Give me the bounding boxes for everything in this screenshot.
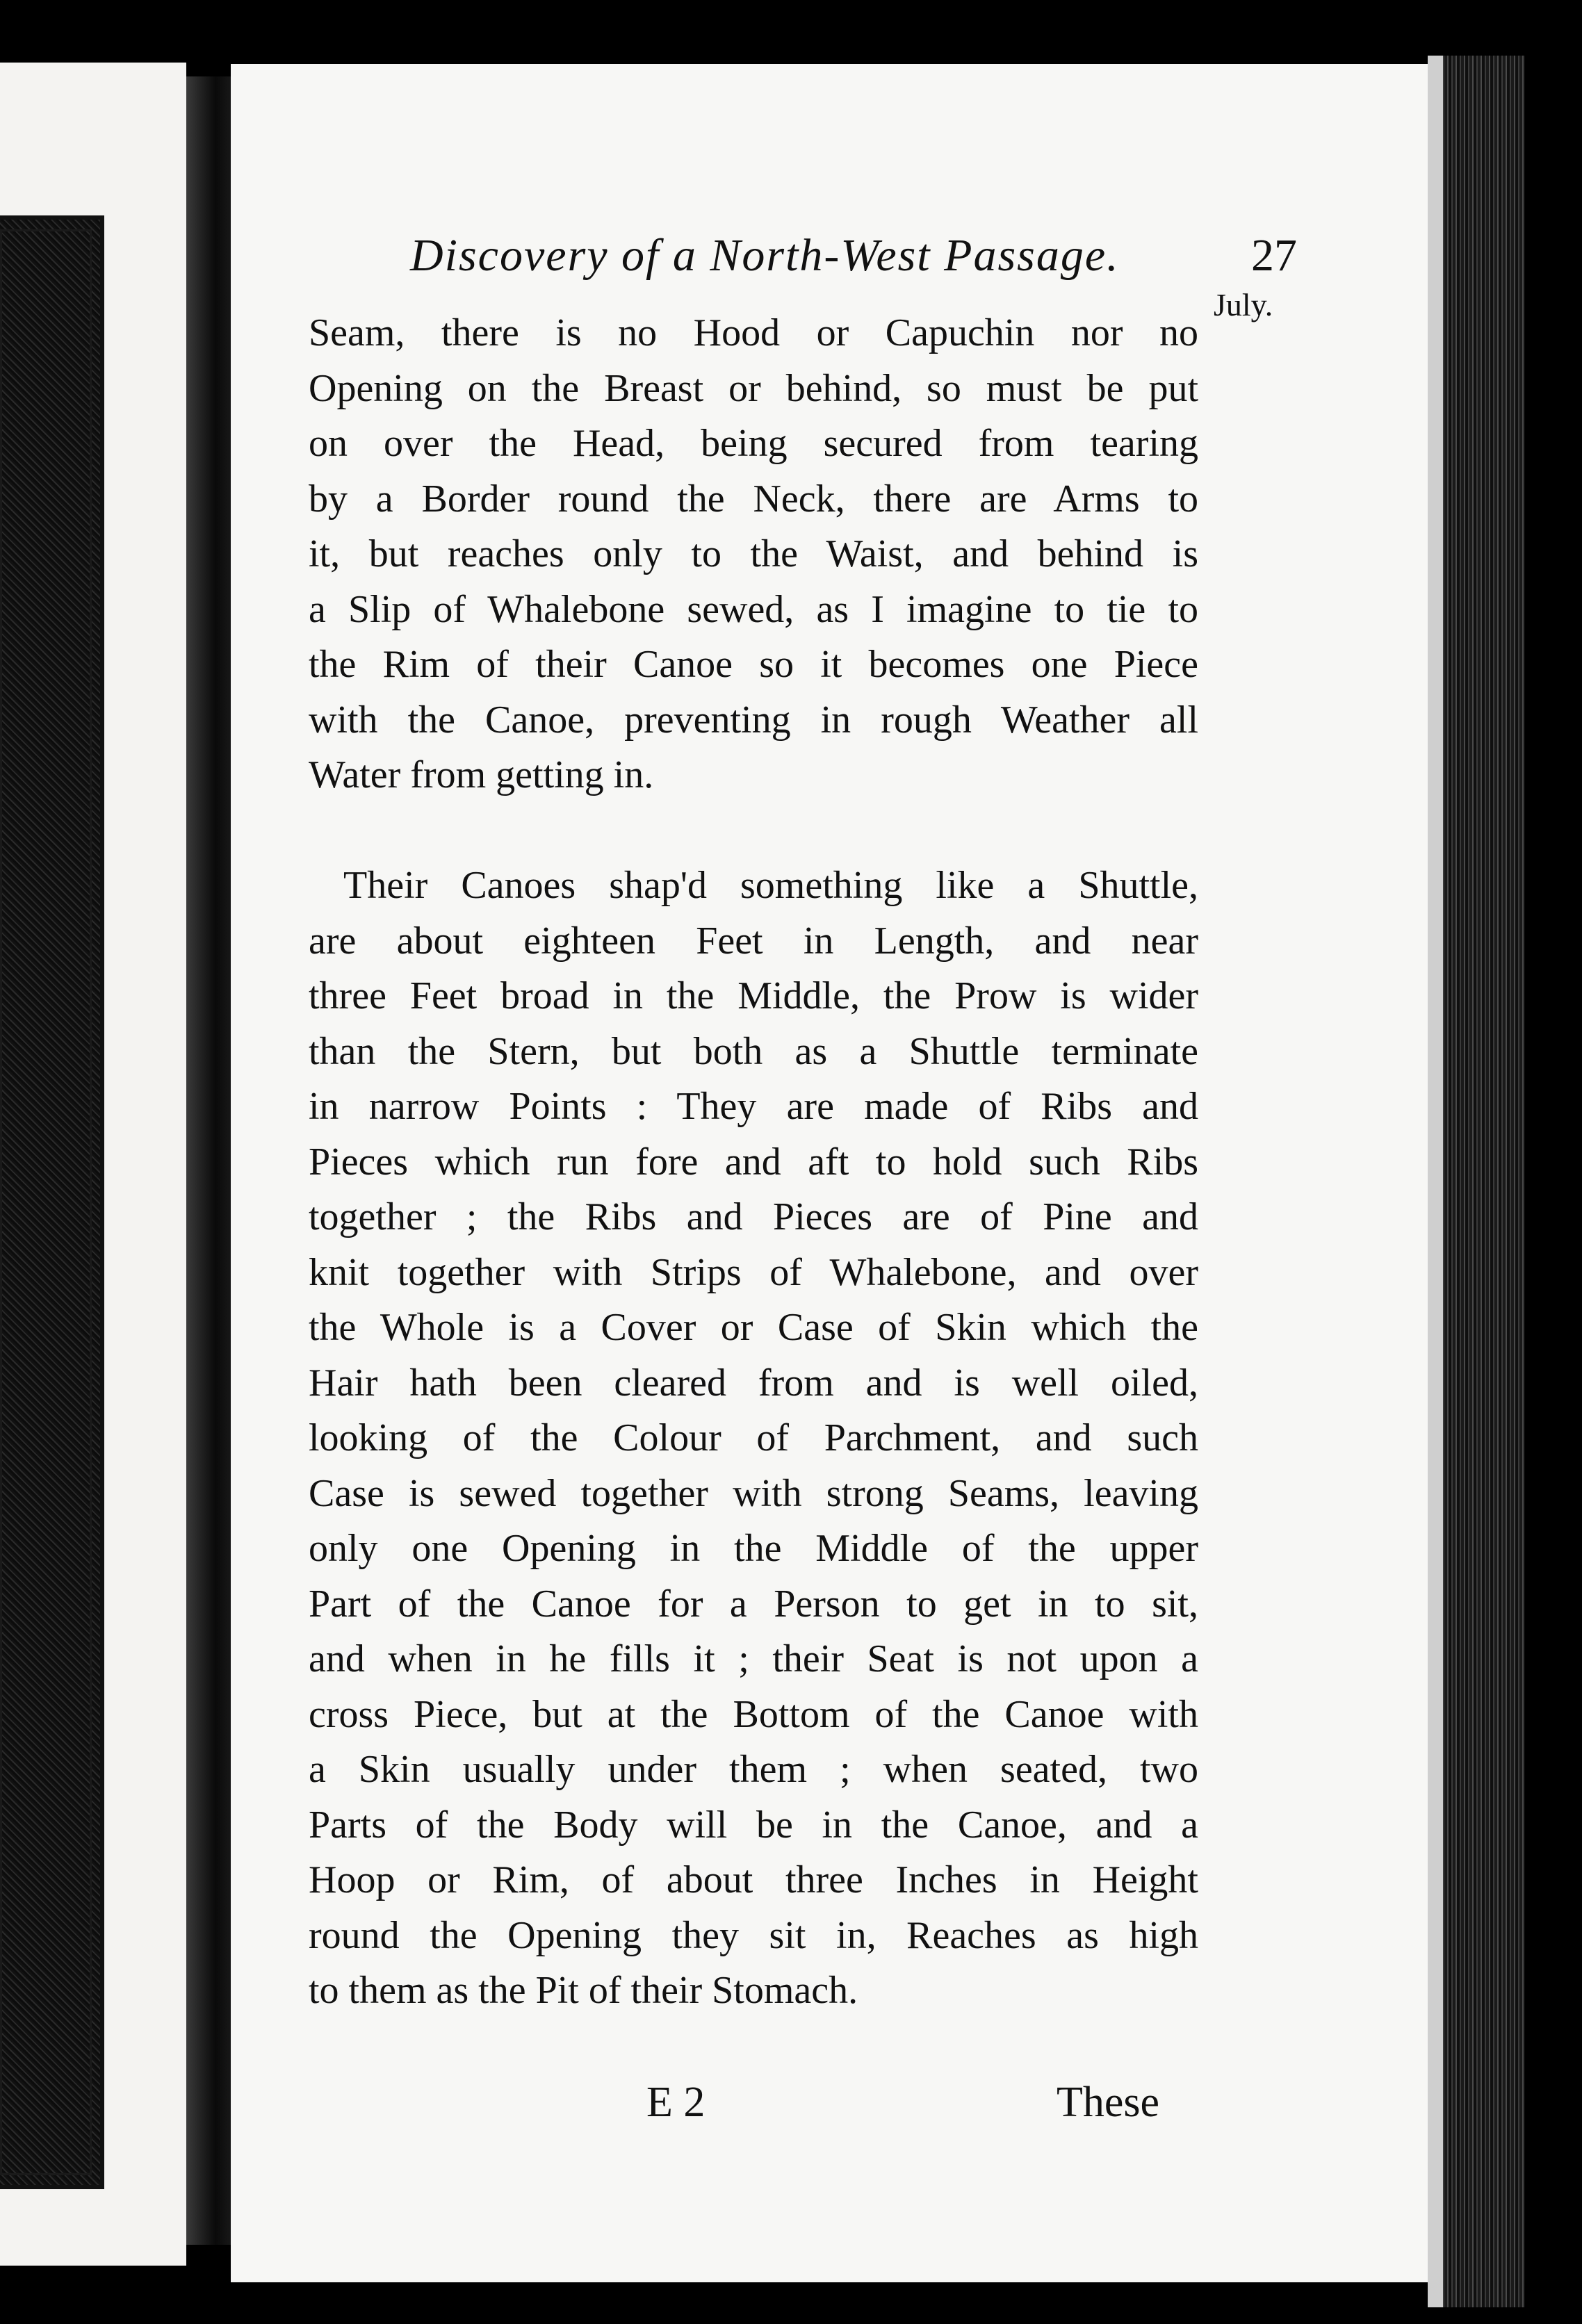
text-line: Opening on the Breast or behind, so must be put (309, 366, 1198, 410)
text-line: with the Canoe, preventing in rough Weather all (309, 698, 1198, 742)
text-line: to them as the Pit of their Stomach. (309, 1969, 858, 2012)
margin-note: July. (1214, 287, 1273, 322)
text-line: Part of the Canoe for a Person to get in to sit, (309, 1582, 1198, 1626)
text-line: in narrow Points : They are made of Ribs and (309, 1085, 1198, 1128)
catchword: These (1057, 2079, 1160, 2126)
running-head: Discovery of a North-West Passage. (410, 230, 1120, 281)
text-line: are about eighteen Feet in Length, and near (309, 919, 1198, 963)
text-line: Water from getting in. (309, 753, 654, 796)
text-line: by a Border round the Neck, there are Arms to (309, 477, 1198, 521)
text-line: Seam, there is no Hood or Capuchin nor no (309, 311, 1198, 354)
text-line: it, but reaches only to the Waist, and behind is (309, 532, 1198, 575)
text-line: Pieces which run fore and aft to hold such Ribs (309, 1140, 1198, 1184)
paragraph-1 (309, 306, 1198, 803)
facing-page-plate (0, 215, 104, 2189)
text-line: Parts of the Body will be in the Canoe, and a (309, 1803, 1198, 1847)
text-line: Hair hath been cleared from and is well oiled, (309, 1361, 1198, 1405)
plate-border (0, 229, 92, 2175)
text-line: together ; the Ribs and Pieces are of Pine and (309, 1195, 1198, 1238)
text-line: Their Canoes shap'd something like a Shuttle, (343, 864, 1198, 907)
facing-page (0, 63, 186, 2266)
text-line: Hoop or Rim, of about three Inches in Height (309, 1858, 1198, 1901)
signature-mark: E 2 (646, 2079, 706, 2126)
text-line: knit together with Strips of Whalebone, and over (309, 1250, 1198, 1294)
text-line: a Slip of Whalebone sewed, as I imagine to tie to (309, 587, 1198, 631)
text-line: only one Opening in the Middle of the upper (309, 1527, 1198, 1570)
text-line: round the Opening they sit in, Reaches as high (309, 1913, 1198, 1957)
book-gutter (186, 76, 235, 2245)
text-line: looking of the Colour of Parchment, and such (309, 1416, 1198, 1459)
text-line: three Feet broad in the Middle, the Prow is wider (309, 974, 1198, 1017)
text-line: the Whole is a Cover or Case of Skin which the (309, 1306, 1198, 1349)
text-line: the Rim of their Canoe so it becomes one Piece (309, 643, 1198, 686)
text-line: a Skin usually under them ; when seated, two (309, 1748, 1198, 1791)
text-line: on over the Head, being secured from tearing (309, 422, 1198, 465)
page-edge-highlight (1428, 56, 1443, 2307)
page-number: 27 (1251, 230, 1297, 281)
text-line: cross Piece, but at the Bottom of the Canoe with (309, 1692, 1198, 1736)
text-line: Case is sewed together with strong Seams, leaving (309, 1471, 1198, 1515)
text-line: and when in he fills it ; their Seat is not upon a (309, 1637, 1198, 1680)
text-line: than the Stern, but both as a Shuttle terminate (309, 1029, 1198, 1073)
paragraph-2 (309, 858, 1198, 2019)
